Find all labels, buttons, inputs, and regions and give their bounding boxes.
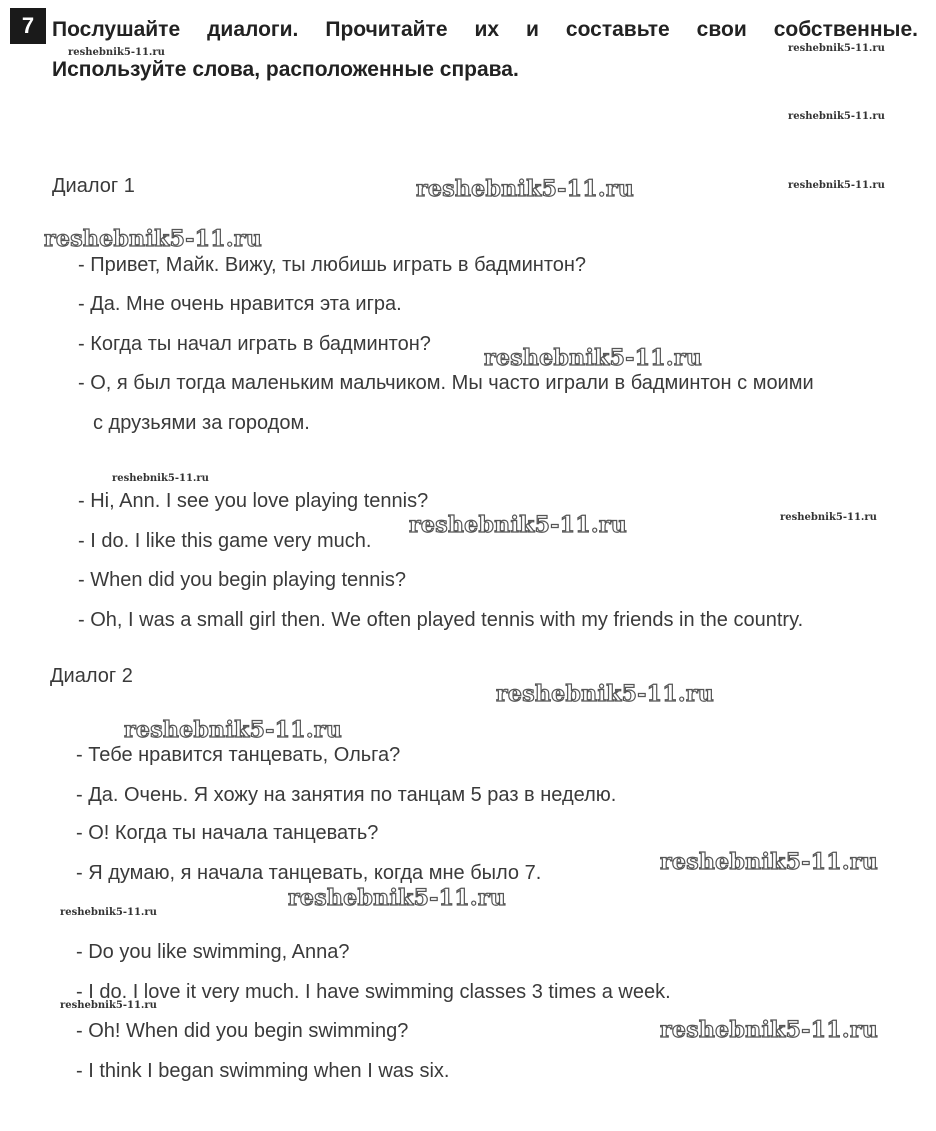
dialogue-1-heading: Диалог 1 — [52, 175, 135, 197]
dialogue-line: - Да. Мне очень нравится эта игра. — [78, 293, 402, 315]
watermark: reshebnik5-11.ru — [780, 512, 877, 523]
dialogue-line: - When did you begin playing tennis? — [78, 569, 406, 591]
dialogue-line: - Привет, Майк. Вижу, ты любишь играть в бадминтон? — [78, 254, 587, 276]
watermark: reshebnik5-11.ru — [60, 1000, 157, 1011]
watermark: reshebnik5-11.ru — [660, 1017, 879, 1043]
watermark: reshebnik5-11.ru — [409, 512, 628, 538]
dialogue-line: - Oh! When did you begin swimming? — [76, 1020, 409, 1042]
watermark: reshebnik5-11.ru — [496, 681, 715, 707]
dialogue-line: - Hi, Ann. I see you love playing tennis? — [78, 490, 429, 512]
watermark: reshebnik5-11.ru — [788, 180, 885, 191]
watermark: reshebnik5-11.ru — [288, 885, 507, 911]
dialogue-line: - I do. I love it very much. I have swimming classes 3 times a week. — [76, 981, 671, 1003]
dialogue-line: - Do you like swimming, Anna? — [76, 941, 350, 963]
watermark: reshebnik5-11.ru — [416, 176, 635, 202]
exercise-number-badge: 7 — [10, 8, 46, 44]
watermark: reshebnik5-11.ru — [484, 345, 703, 371]
watermark: reshebnik5-11.ru — [660, 849, 879, 875]
instruction-line-1: Послушайте диалоги. Прочитайте их и составьте свои собственные. — [52, 18, 918, 41]
dialogue-line: - О, я был тогда маленьким мальчиком. Мы часто играли в бадминтон с моими — [78, 372, 814, 394]
dialogue-line: - I do. I like this game very much. — [78, 530, 372, 552]
watermark: reshebnik5-11.ru — [112, 473, 209, 484]
dialogue-line: - Oh, I was a small girl then. We often played tennis with my friends in the country. — [78, 609, 804, 631]
dialogue-line: - Когда ты начал играть в бадминтон? — [78, 333, 431, 355]
watermark: reshebnik5-11.ru — [44, 226, 263, 252]
watermark: reshebnik5-11.ru — [788, 43, 885, 54]
watermark: reshebnik5-11.ru — [60, 907, 157, 918]
dialogue-line: с друзьями за городом. — [93, 412, 310, 434]
dialogue-line: - I think I began swimming when I was six. — [76, 1060, 450, 1082]
watermark: reshebnik5-11.ru — [788, 111, 885, 122]
dialogue-line: - Я думаю, я начала танцевать, когда мне было 7. — [76, 862, 542, 884]
instruction-line-2: Используйте слова, расположенные справа. — [52, 58, 519, 81]
watermark: reshebnik5-11.ru — [68, 47, 165, 58]
dialogue-line: - Да. Очень. Я хожу на занятия по танцам 5 раз в неделю. — [76, 784, 617, 806]
dialogue-line: - Тебе нравится танцевать, Ольга? — [76, 744, 401, 766]
watermark: reshebnik5-11.ru — [124, 717, 343, 743]
dialogue-line: - О! Когда ты начала танцевать? — [76, 822, 379, 844]
dialogue-2-heading: Диалог 2 — [50, 665, 133, 687]
